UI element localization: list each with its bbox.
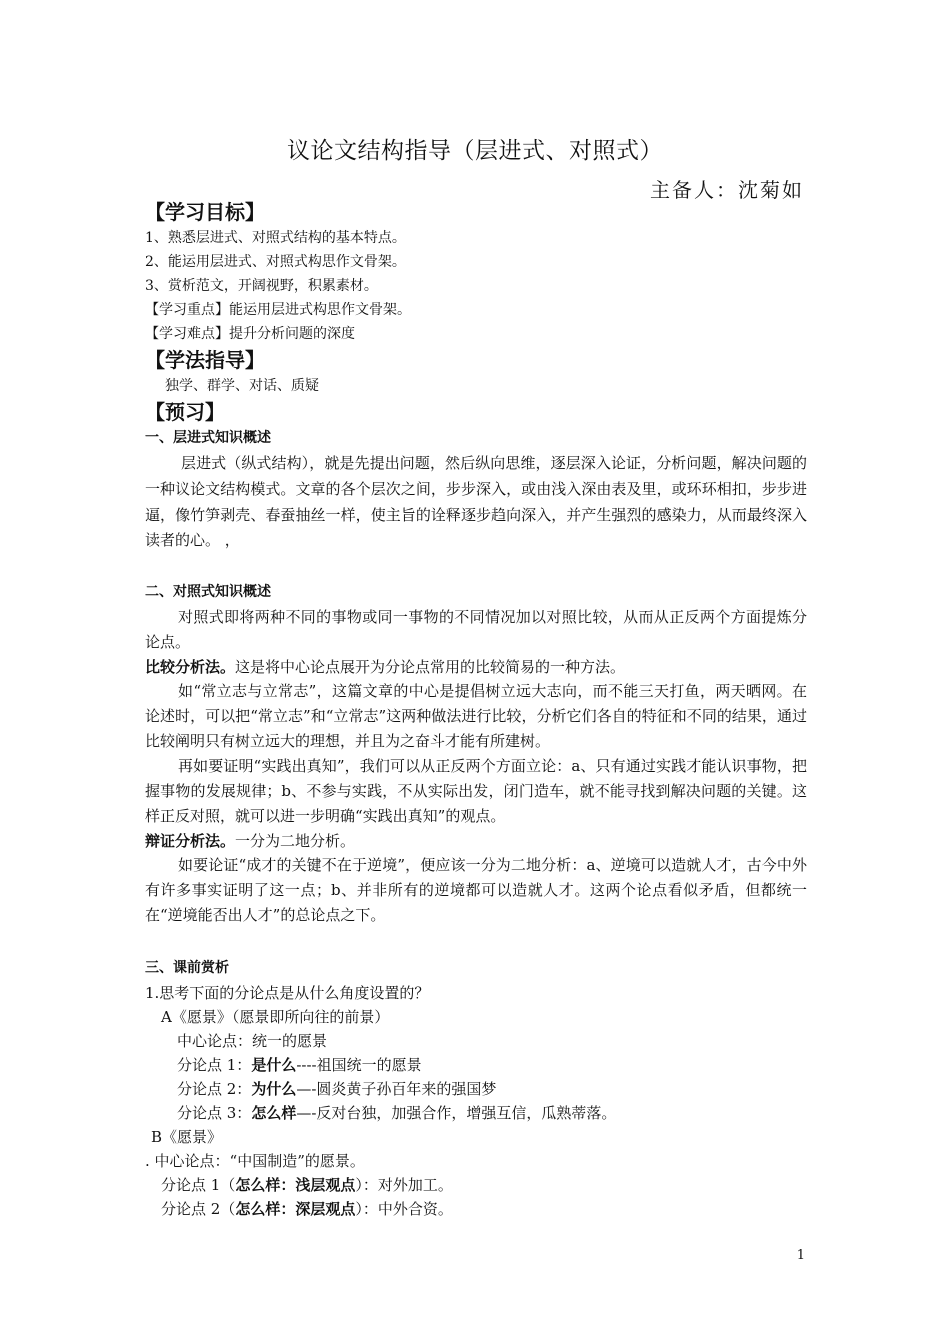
method2-label: 辩证分析法。 bbox=[145, 832, 236, 851]
essay-a-point-1 bbox=[145, 1053, 807, 1077]
method-text: 独学、群学、对话、质疑 bbox=[165, 378, 319, 394]
point-prefix: 分论点 2： bbox=[177, 1080, 252, 1099]
preview-heading: 【预习】 bbox=[145, 400, 225, 424]
section2-intro: 对照式即将两种不同的事物或同一事物的不同情况加以对照比较，从而从正反两个方面提炼分论点。 bbox=[145, 608, 807, 652]
essay-b-title: B《愿景》 bbox=[151, 1128, 223, 1147]
point-text: —-圆炎黄子孙百年来的强国梦 bbox=[296, 1080, 497, 1099]
point-keyword: 怎么样：浅层观点 bbox=[235, 1176, 356, 1195]
example3-paragraph: 如要论证“成才的关键不在于逆境”，便应该一分为二地分析：a、逆境可以造就人才，古今中外有许多事实证明了这一点；b、并非所有的逆境都可以造就人才。这两个论点看似矛盾，但都统一在“逆境能否出人才”的总论点之下。 bbox=[145, 856, 807, 925]
example1-paragraph: 如“常立志与立常志”，这篇文章的中心是提倡树立远大志向，而不能三天打鱼，两天晒网。在论述时，可以把“常立志”和“立常志”这两种做法进行比较，分析它们各自的特征和不同的结果，通过比较阐明只有树立远大的理想，并且为之奋斗才能有所建树。 bbox=[145, 682, 807, 751]
method2-line bbox=[145, 829, 807, 853]
method-heading: 【学法指导】 bbox=[145, 348, 265, 372]
point-keyword: 为什么 bbox=[251, 1080, 297, 1099]
section3-heading: 三、课前赏析 bbox=[145, 960, 229, 977]
objective-item-2: 2、能运用层进式、对照式构思作文骨架。 bbox=[145, 254, 406, 270]
point-keyword: 是什么 bbox=[251, 1056, 297, 1075]
example2-paragraph: 再如要证明“实践出真知”，我们可以从正反两个方面立论：a、只有通过实践才能认识事物，把握事物的发展规律；b、不参与实践，不从实际出发，闭门造车，就不能寻找到解决问题的关键。这样正反对照，就可以进一步明确“实践出真知”的观点。 bbox=[145, 757, 807, 826]
point-text: ）：对外加工。 bbox=[355, 1176, 453, 1195]
page-number: 1 bbox=[796, 1248, 805, 1263]
essay-b-center: . 中心论点：“中国制造”的愿景。 bbox=[145, 1152, 365, 1171]
point-prefix: 分论点 1（ bbox=[161, 1176, 236, 1195]
essay-a-center: 中心论点：统一的愿景 bbox=[177, 1032, 328, 1051]
objective-item-1: 1、熟悉层进式、对照式结构的基本特点。 bbox=[145, 230, 406, 246]
point-prefix: 分论点 2（ bbox=[161, 1200, 236, 1219]
page-title: 议论文结构指导（层进式、对照式） bbox=[287, 138, 663, 164]
point-text: —-反对台独，加强合作，增强互信，瓜熟蒂落。 bbox=[296, 1104, 617, 1123]
method1-text: 这是将中心论点展开为分论点常用的比较简易的一种方法。 bbox=[235, 658, 626, 677]
point-prefix: 分论点 3： bbox=[177, 1104, 252, 1123]
essay-b-point-2 bbox=[145, 1197, 807, 1221]
key-point: 【学习重点】能运用层进式构思作文骨架。 bbox=[145, 302, 411, 318]
point-text: ）：中外合资。 bbox=[355, 1200, 453, 1219]
author-line: 主备人：沈菊如 bbox=[650, 178, 804, 202]
method2-text: 一分为二地分析。 bbox=[235, 832, 356, 851]
essay-b-point-1 bbox=[145, 1173, 807, 1197]
point-keyword: 怎么样 bbox=[251, 1104, 297, 1123]
essay-a-point-2 bbox=[145, 1077, 807, 1101]
objectives-heading: 【学习目标】 bbox=[145, 200, 265, 224]
essay-a-point-3 bbox=[145, 1101, 807, 1125]
section1-paragraph: 层进式（纵式结构），就是先提出问题，然后纵向思维，逐层深入论证，分析问题，解决问题的一种议论文结构模式。文章的各个层次之间，步步深入，或由浅入深由表及里，或环环相扣，步步进逼，像竹笋剥壳、春蚕抽丝一样，使主旨的诠释逐步趋向深入，并产生强烈的感染力，从而最终深入读者的心。 ， bbox=[145, 454, 807, 550]
document-body bbox=[145, 198, 807, 1221]
section1-heading: 一、层进式知识概述 bbox=[145, 430, 271, 446]
method1-label: 比较分析法。 bbox=[145, 658, 236, 677]
section3-question: 1.思考下面的分论点是从什么角度设置的？ bbox=[145, 984, 430, 1003]
section2-heading: 二、对照式知识概述 bbox=[145, 584, 271, 601]
objective-item-3: 3、赏析范文，开阔视野，积累素材。 bbox=[145, 278, 378, 294]
point-text: ----祖国统一的愿景 bbox=[296, 1056, 422, 1075]
method1-line bbox=[145, 655, 807, 679]
point-keyword: 怎么样：深层观点 bbox=[235, 1200, 356, 1219]
difficulty-point: 【学习难点】提升分析问题的深度 bbox=[145, 326, 355, 342]
point-prefix: 分论点 1： bbox=[177, 1056, 252, 1075]
essay-a-title: A《愿景》（愿景即所向往的前景） bbox=[161, 1008, 390, 1027]
